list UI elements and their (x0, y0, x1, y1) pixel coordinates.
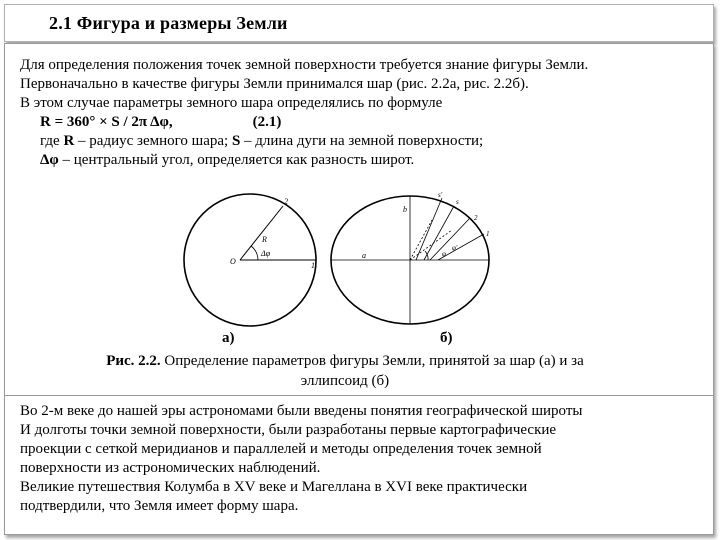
history-line-5: Великие путешествия Колумба в XV веке и Магеллана в XVI веке практически (20, 479, 528, 495)
history-text (20, 402, 582, 516)
intro-line-1: Для определения положения точек земной поверхности требуется знание фигуры Земли. (20, 57, 589, 73)
caption-line-1: Определение параметров фигуры Земли, принятой за шар (а) и за (160, 353, 584, 369)
earth-figure (180, 190, 510, 330)
sphere-diagram (184, 194, 316, 326)
caption-prefix: Рис. 2.2. (106, 353, 161, 369)
history-line-2: И долготы точки земной поверхности, были разработаны первые картографические (20, 422, 557, 438)
formula-number: (2.1) (252, 114, 282, 130)
caption-line-2: эллипсоид (б) (300, 373, 390, 389)
label-one-b: 1 (486, 230, 490, 238)
label-two-b: 2 (474, 214, 478, 222)
label-o: O (230, 257, 236, 266)
where-s: S (231, 133, 241, 149)
intro-text (20, 56, 588, 170)
where-line (20, 132, 588, 151)
where-prefix: где (40, 133, 64, 149)
ellipsoid-diagram (331, 191, 490, 324)
label-phi-b: φ (442, 250, 446, 258)
label-b: b (403, 205, 407, 214)
formula-line (20, 113, 588, 132)
formula: R = 360° × S / 2π Δφ, (40, 114, 173, 130)
ellipsoid-dashed-1 (410, 220, 432, 260)
history-line-3: проекции с сеткой меридианов и параллелей и методы определения точек земной (20, 441, 542, 457)
label-two: 2 (284, 197, 288, 206)
ellipsoid-normal-2 (424, 206, 454, 260)
delta-text: – центральный угол, определяется как разность широт. (58, 152, 415, 168)
intro-line-3: В этом случае параметры земного шара определялись по формуле (20, 95, 443, 111)
figure-label-a: а) (222, 330, 235, 346)
intro-line-2: Первоначально в качестве фигуры Земли принимался шар (рис. 2.2а, рис. 2.2б). (20, 76, 529, 92)
label-one: 1 (311, 261, 315, 270)
label-r: R (262, 235, 267, 244)
delta-symbol: Δφ (40, 152, 59, 168)
history-line-6: подтвердили, что Земля имеет форму шара. (20, 498, 299, 514)
figure-label-b: б) (440, 330, 453, 346)
figure-caption (30, 351, 660, 391)
label-a: a (362, 251, 366, 260)
where-r: R (63, 133, 75, 149)
section-divider (4, 395, 714, 396)
label-s2: s' (438, 191, 443, 199)
sphere-angle-arc (251, 246, 258, 260)
history-line-1: Во 2-м веке до нашей эры астрономами были введены понятия географической широты (20, 403, 583, 419)
label-s: s (456, 198, 459, 206)
page-title: 2.1 Фигура и размеры Земли (49, 13, 288, 33)
label-phi: Δφ (261, 249, 271, 258)
history-line-4: поверхности из астрономических наблюдений. (20, 460, 321, 476)
where-end: – длина дуги на земной поверхности; (240, 133, 484, 149)
delta-line (20, 151, 588, 170)
label-phi2-b: φ' (452, 244, 458, 252)
heading-box (4, 4, 714, 42)
where-mid: – радиус земного шара; (74, 133, 232, 149)
